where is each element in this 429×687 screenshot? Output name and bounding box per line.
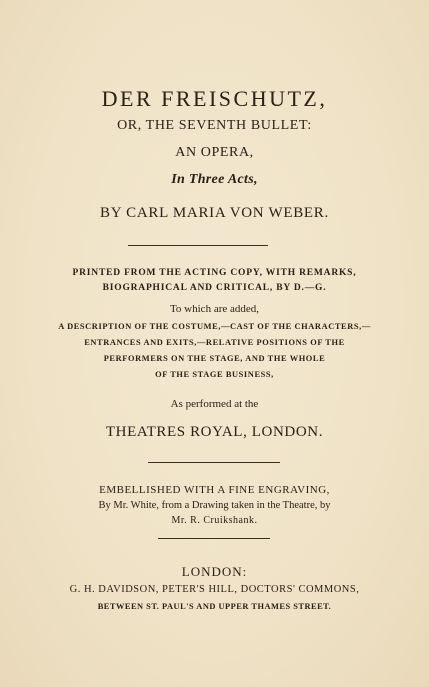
description-line-2: ENTRANCES AND EXITS,—RELATIVE POSITIONS OF THE — [84, 338, 345, 347]
divider-rule-1 — [128, 245, 268, 246]
engraving-line-2: By Mr. White, from a Drawing taken in the Theatre, by — [98, 500, 331, 511]
imprint-city: LONDON: — [181, 564, 248, 579]
printing-line-2: BIOGRAPHICAL AND CRITICAL, BY D.—G. — [102, 283, 327, 293]
description-line-1: A DESCRIPTION OF THE COSTUME,—CAST OF THE CHARACTERS,— — [58, 322, 371, 331]
added-line: To which are added, — [169, 303, 260, 315]
imprint-publisher: G. H. DAVIDSON, PETER'S HILL, DOCTORS' COMMONS, — [69, 584, 360, 595]
performed-line: As performed at the — [170, 398, 259, 410]
engraving-line-1: EMBELLISHED WITH A FINE ENGRAVING, — [99, 484, 330, 496]
engraving-line-3: Mr. R. Cruikshank. — [171, 515, 258, 526]
description-line-3: PERFORMERS ON THE STAGE, AND THE WHOLE — [103, 354, 326, 363]
description-line-4: OF THE STAGE BUSINESS, — [155, 370, 274, 379]
genre-line: AN OPERA, — [175, 145, 254, 160]
imprint-address: BETWEEN ST. PAUL'S AND UPPER THAMES STREET. — [97, 602, 332, 611]
divider-rule-3 — [158, 538, 270, 539]
divider-rule-2 — [148, 462, 280, 463]
acts-line: In Three Acts, — [171, 172, 258, 187]
venue-line: THEATRES ROYAL, LONDON. — [105, 424, 324, 440]
printing-line-1: PRINTED FROM THE ACTING COPY, WITH REMARKS, — [72, 268, 357, 278]
work-title: DER FREISCHUTZ, — [101, 86, 328, 111]
author-line: BY CARL MARIA VON WEBER. — [100, 205, 329, 221]
alternate-title: OR, THE SEVENTH BULLET: — [117, 118, 312, 133]
